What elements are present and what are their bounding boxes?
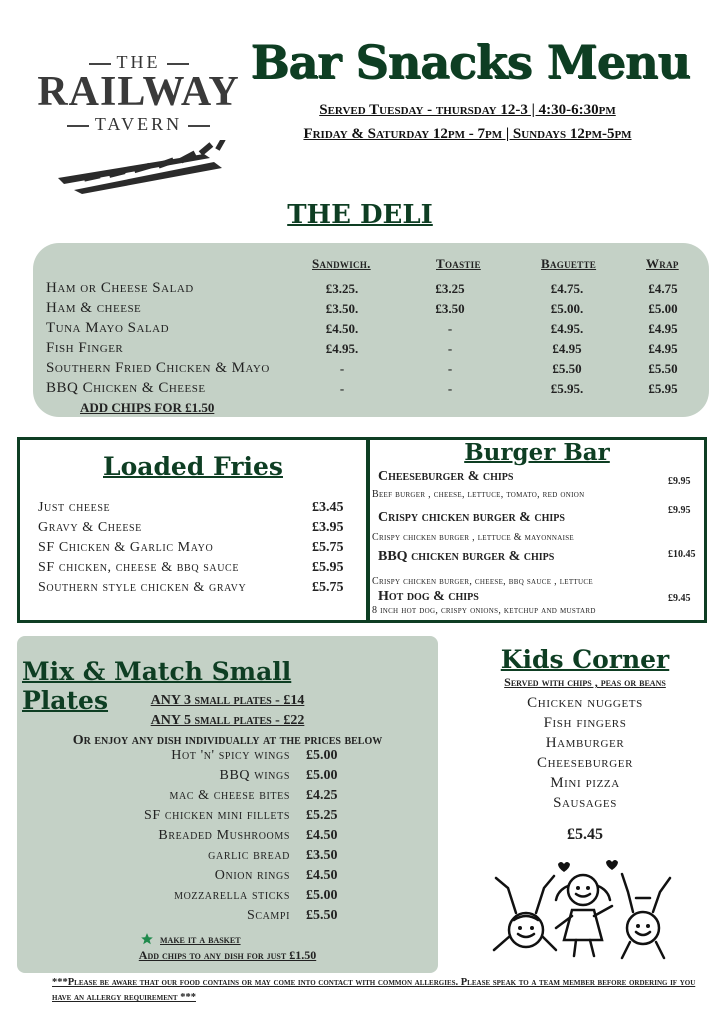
deli-item-name: Ham or Cheese Salad bbox=[46, 280, 194, 296]
kids-price: £5.45 bbox=[567, 826, 603, 843]
deli-col-sandwich: Sandwich. bbox=[312, 256, 371, 271]
burger-item-desc: 8 inch hot dog, crispy onions, ketchup and mustard bbox=[372, 605, 596, 616]
deli-item-price: £4.95 bbox=[648, 321, 678, 336]
fries-item-name: Just cheese bbox=[38, 500, 111, 515]
railway-tavern-logo bbox=[36, 52, 241, 197]
mix-offer-3: ANY 3 small plates - £14 bbox=[150, 693, 305, 708]
burger-item-desc: Beef burger , cheese, lettuce, tomato, red onion bbox=[372, 489, 585, 500]
mix-item-name: SF chicken mini fillets bbox=[144, 808, 290, 823]
burger-item-name: Cheeseburger & chips bbox=[378, 469, 514, 484]
deli-item-price: £5.95 bbox=[648, 381, 678, 396]
logo-name: RAILWAY bbox=[37, 69, 240, 115]
mix-item-price: £5.25 bbox=[306, 808, 338, 823]
mix-item-name: Breaded Mushrooms bbox=[158, 828, 290, 843]
burger-item-name: Hot dog & chips bbox=[378, 589, 479, 604]
mix-offer-5: ANY 5 small plates - £22 bbox=[150, 713, 305, 728]
deli-col-toastie: Toastie bbox=[436, 256, 481, 271]
mix-item-name: Scampi bbox=[246, 908, 290, 923]
deli-title: THE DELI bbox=[287, 200, 433, 230]
deli-item-price: £4.95. bbox=[550, 321, 584, 336]
deli-item-price: £5.50 bbox=[552, 361, 582, 376]
fries-item-price: £3.45 bbox=[312, 500, 344, 515]
fries-item-name: Gravy & Cheese bbox=[38, 520, 142, 535]
deli-item-name: Tuna Mayo Salad bbox=[46, 320, 170, 336]
burger-item-name: BBQ chicken burger & chips bbox=[378, 549, 555, 564]
deli-item-price: £4.95 bbox=[552, 341, 582, 356]
mix-item-price: £4.25 bbox=[306, 788, 338, 803]
deli-item-price: £3.50 bbox=[435, 301, 465, 316]
mix-item-name: Onion rings bbox=[214, 868, 290, 883]
kids-item: Hamburger bbox=[545, 735, 625, 751]
burger-item-price: £9.95 bbox=[668, 476, 691, 487]
kids-item: Cheeseburger bbox=[536, 755, 634, 771]
fries-item-price: £5.95 bbox=[312, 560, 344, 575]
deli-item-price: - bbox=[447, 341, 453, 356]
deli-item-price: - bbox=[339, 361, 345, 376]
mix-item-price: £4.50 bbox=[306, 868, 338, 883]
mix-item-price: £5.00 bbox=[306, 888, 338, 903]
deli-item-name: Southern Fried Chicken & Mayo bbox=[46, 360, 270, 376]
mix-add-chips: Add chips to any dish for just £1.50 bbox=[138, 948, 317, 962]
mix-item-price: £5.00 bbox=[306, 748, 338, 763]
mix-item-price: £5.00 bbox=[306, 768, 338, 783]
deli-col-baguette: Baguette bbox=[541, 256, 597, 271]
logo-tavern: TAVERN bbox=[36, 114, 241, 135]
kids-corner-title: Kids Corner bbox=[500, 645, 670, 674]
burger-item-name: Crispy chicken burger & chips bbox=[378, 510, 565, 525]
kids-item: Chicken nuggets bbox=[527, 695, 643, 711]
mix-item-name: mozzarella sticks bbox=[174, 888, 290, 903]
mix-offer-individual: Or enjoy any dish individually at the prices below bbox=[72, 733, 383, 748]
deli-item-name: BBQ Chicken & Cheese bbox=[46, 380, 206, 396]
deli-item-name: Fish Finger bbox=[46, 340, 124, 356]
deli-item-price: £5.00 bbox=[648, 301, 678, 316]
deli-item-price: £5.50 bbox=[648, 361, 678, 376]
burger-item-desc: Crispy chicken burger, cheese, bbq sauce , lettuce bbox=[372, 576, 593, 587]
deli-item-price: £4.50. bbox=[325, 321, 359, 336]
deli-item-price: £5.95. bbox=[550, 381, 584, 396]
served-hours-line2: Friday & Saturday 12pm - 7pm | Sundays 12pm-5pm bbox=[303, 126, 632, 142]
allergy-notice: ***Please be aware that our food contains or may come into contact with common allergies. Please speak to a team member before ordering if you have an allergy requirement *** bbox=[52, 977, 696, 1003]
deli-item-price: £4.95 bbox=[648, 341, 678, 356]
burger-item-desc: Crispy chicken burger , lettuce & mayonnaise bbox=[372, 532, 575, 543]
deli-add-chips: ADD CHIPS FOR £1.50 bbox=[80, 400, 215, 415]
mix-item-price: £3.50 bbox=[306, 848, 338, 863]
mix-item-name: garlic bread bbox=[208, 848, 290, 863]
deli-item-price: £4.75 bbox=[648, 281, 678, 296]
make-it-basket: make it a basket bbox=[160, 932, 241, 946]
deli-item-price: - bbox=[447, 381, 453, 396]
menu-title: Bar Snacks Menu bbox=[250, 35, 690, 89]
railway-track-icon bbox=[54, 140, 229, 195]
deli-item-price: £4.95. bbox=[325, 341, 359, 356]
deli-col-wrap: Wrap bbox=[646, 256, 679, 271]
served-hours-line1: Served Tuesday - thursday 12-3 | 4:30-6:30pm bbox=[319, 102, 616, 118]
fries-item-price: £3.95 bbox=[312, 520, 344, 535]
deli-item-price: - bbox=[447, 321, 453, 336]
mix-item-name: mac & cheese bites bbox=[169, 788, 290, 803]
mix-item-price: £4.50 bbox=[306, 828, 338, 843]
mix-match-title: Mix & Match Small Plates bbox=[22, 657, 292, 715]
fries-item-name: SF chicken, cheese & bbq sauce bbox=[38, 560, 240, 575]
burger-item-price: £10.45 bbox=[668, 549, 696, 560]
kids-item: Sausages bbox=[553, 795, 617, 811]
kids-item: Mini pizza bbox=[550, 775, 620, 791]
deli-item-price: - bbox=[447, 361, 453, 376]
burger-item-price: £9.45 bbox=[668, 593, 691, 604]
deli-item-price: - bbox=[339, 381, 345, 396]
logo-the: THE bbox=[36, 52, 241, 73]
burger-item-price: £9.95 bbox=[668, 505, 691, 516]
loaded-fries-title: Loaded Fries bbox=[103, 452, 283, 481]
mix-item-name: Hot 'n' spicy wings bbox=[171, 748, 290, 763]
deli-item-name: Ham & cheese bbox=[46, 300, 142, 316]
fries-item-price: £5.75 bbox=[312, 580, 344, 595]
kids-subtitle: Served with chips , peas or beans bbox=[504, 675, 666, 689]
fries-item-price: £5.75 bbox=[312, 540, 344, 555]
mix-item-price: £5.50 bbox=[306, 908, 338, 923]
burger-bar-title: Burger Bar bbox=[464, 439, 610, 466]
deli-item-price: £3.25 bbox=[435, 281, 465, 296]
deli-item-price: £3.25. bbox=[325, 281, 359, 296]
kids-item: Fish fingers bbox=[543, 715, 627, 731]
fries-item-name: Southern style chicken & gravy bbox=[38, 580, 247, 595]
fries-item-name: SF Chicken & Garlic Mayo bbox=[38, 540, 214, 555]
deli-item-price: £4.75. bbox=[550, 281, 584, 296]
deli-item-price: £3.50. bbox=[325, 301, 359, 316]
playing-kids-icon bbox=[488, 858, 678, 963]
mix-item-name: BBQ wings bbox=[219, 768, 290, 783]
deli-item-price: £5.00. bbox=[550, 301, 584, 316]
